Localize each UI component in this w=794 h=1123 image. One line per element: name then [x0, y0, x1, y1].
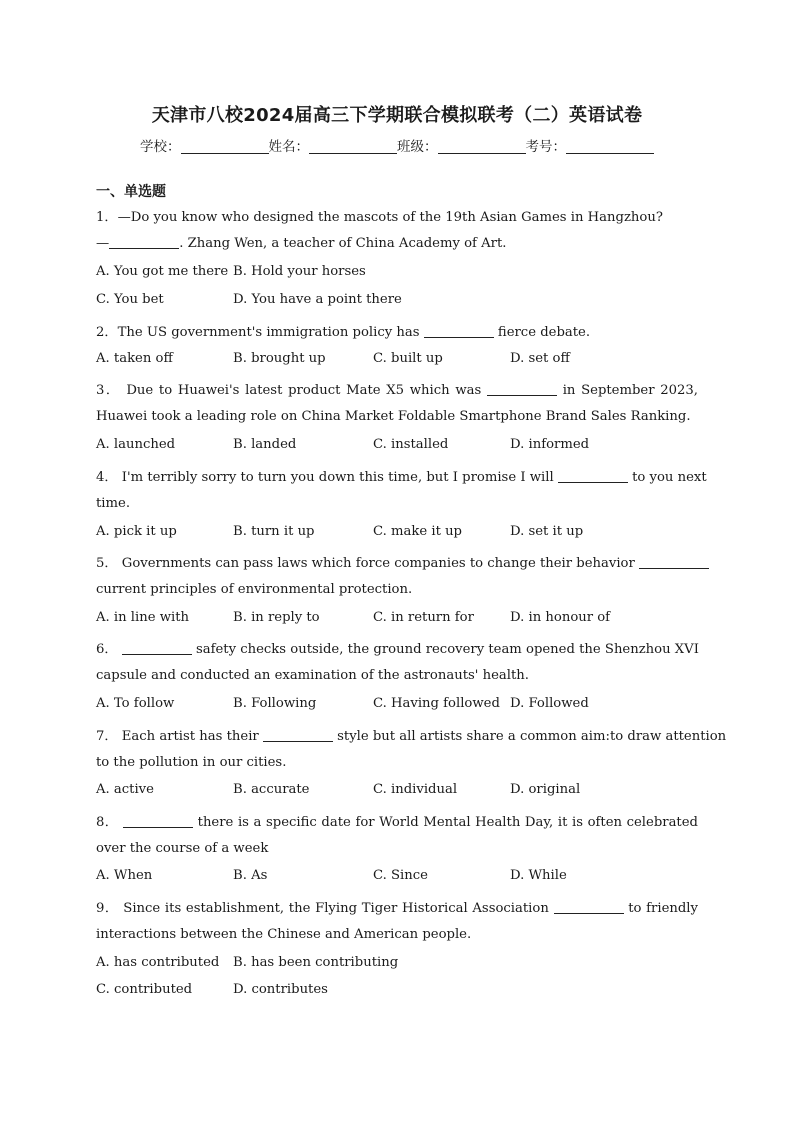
option-c[interactable]: C. You bet [96, 292, 164, 307]
option-b[interactable]: B. has been contributing [233, 955, 399, 970]
question-1-stem-line-1 [96, 206, 698, 225]
option-a[interactable]: A. You got me there [96, 264, 229, 279]
option-c[interactable]: C. Having followed [373, 696, 500, 711]
option-a[interactable]: A. launched [96, 437, 176, 452]
question-6-stem-line-2 [96, 668, 698, 683]
question-text: Governments can pass laws which force companies to change their behavior [121, 556, 635, 571]
question-text: to friendly [628, 901, 698, 916]
question-text: . Zhang Wen, a teacher of China Academy of Art. [179, 236, 507, 251]
question-number: 9． [96, 901, 119, 916]
question-3-stem-line-2 [96, 409, 698, 424]
answer-blank[interactable] [487, 383, 557, 396]
question-number: 8． [96, 815, 119, 830]
option-d[interactable]: D. contributes [233, 982, 328, 997]
option-a[interactable]: A. When [96, 868, 153, 883]
option-c[interactable]: C. make it up [373, 524, 463, 539]
answer-blank[interactable] [558, 470, 628, 483]
question-7-stem-line-2 [96, 755, 698, 770]
question-text: Huawei took a leading role on China Market Foldable Smartphone Brand Sales Ranking. [96, 409, 691, 424]
question-8-stem-line-2 [96, 841, 698, 856]
option-d[interactable]: D. While [510, 868, 567, 883]
section-heading: 一、单选题 [96, 184, 166, 200]
answer-blank[interactable] [263, 729, 333, 742]
option-b[interactable]: B. Hold your horses [233, 264, 366, 279]
class-label: 班级： [397, 139, 438, 155]
name-field [269, 135, 398, 155]
name-label: 姓名： [268, 139, 309, 155]
question-1-stem-line-2 [96, 236, 698, 251]
question-8-stem-line-1 [96, 811, 698, 830]
option-b[interactable]: B. turn it up [233, 524, 315, 539]
question-number: 1． [96, 210, 118, 225]
option-c[interactable]: C. in return for [373, 610, 474, 625]
option-a[interactable]: A. To follow [96, 696, 175, 711]
option-a[interactable]: A. has contributed [96, 955, 220, 970]
answer-blank[interactable] [554, 901, 624, 914]
answer-blank[interactable] [109, 236, 179, 249]
option-c[interactable]: C. built up [373, 351, 443, 366]
option-d[interactable]: D. You have a point there [233, 292, 402, 307]
class-field [397, 135, 526, 155]
question-6-stem-line-1 [96, 638, 698, 657]
option-d[interactable]: D. in honour of [510, 610, 611, 625]
option-a[interactable]: A. pick it up [96, 524, 177, 539]
question-4-stem-line-2 [96, 496, 698, 511]
student-info-row [0, 135, 794, 155]
question-text: — [96, 236, 110, 251]
question-text: current principles of environmental protection. [96, 582, 413, 597]
option-c[interactable]: C. Since [373, 868, 428, 883]
school-field [140, 135, 269, 155]
school-label: 学校： [140, 139, 181, 155]
question-7-stem-line-1 [96, 725, 727, 744]
option-b[interactable]: B. landed [233, 437, 297, 452]
question-text: time. [96, 496, 131, 511]
option-d[interactable]: D. Followed [510, 696, 589, 711]
question-2-stem [96, 321, 698, 340]
question-text: Each artist has their [121, 729, 259, 744]
option-d[interactable]: D. informed [510, 437, 590, 452]
option-d[interactable]: D. set off [510, 351, 570, 366]
question-text: interactions between the Chinese and American people. [96, 927, 472, 942]
question-text: safety checks outside, the ground recovery team opened the Shenzhou XVI [195, 642, 699, 657]
option-d[interactable]: D. set it up [510, 524, 584, 539]
answer-blank[interactable] [123, 815, 193, 828]
name-blank[interactable] [309, 139, 397, 154]
answer-blank[interactable] [639, 556, 709, 569]
question-text: Since its establishment, the Flying Tiger Historical Association [123, 901, 549, 916]
option-b[interactable]: B. As [233, 868, 268, 883]
question-text: fierce debate. [497, 325, 591, 340]
option-b[interactable]: B. Following [233, 696, 317, 711]
option-a[interactable]: A. taken off [96, 351, 173, 366]
question-3-stem-line-1 [96, 379, 698, 398]
question-text: there is a specific date for World Mental Health Day, it is often celebrated [197, 815, 698, 830]
question-5-stem-line-2 [96, 582, 698, 597]
question-number: 4． [96, 470, 118, 485]
question-text: I'm terribly sorry to turn you down this time, but I promise I will [121, 470, 554, 485]
option-b[interactable]: B. brought up [233, 351, 326, 366]
exam-title: 天津市八校2024届高三下学期联合模拟联考（二）英语试卷 [151, 105, 643, 126]
class-blank[interactable] [438, 139, 526, 154]
question-9-stem-line-1 [96, 897, 698, 916]
question-number: 6． [96, 642, 118, 657]
option-c[interactable]: C. contributed [96, 982, 193, 997]
question-number: 5． [96, 556, 118, 571]
exam-number-label: 考号： [525, 139, 566, 155]
question-4-stem-line-1 [96, 466, 707, 485]
question-number: 3． [96, 383, 121, 398]
question-text: to you next [632, 470, 707, 485]
exam-number-field [526, 135, 655, 155]
option-c[interactable]: C. installed [373, 437, 449, 452]
option-a[interactable]: A. active [96, 782, 154, 797]
question-text: over the course of a week [96, 841, 269, 856]
school-blank[interactable] [181, 139, 269, 154]
option-c[interactable]: C. individual [373, 782, 458, 797]
option-b[interactable]: B. in reply to [233, 610, 320, 625]
question-text: Due to Huawei's latest product Mate X5 which was [126, 383, 482, 398]
answer-blank[interactable] [424, 325, 494, 338]
option-b[interactable]: B. accurate [233, 782, 310, 797]
question-text: capsule and conducted an examination of the astronauts' health. [96, 668, 529, 683]
question-number: 7． [96, 729, 118, 744]
question-text: to the pollution in our cities. [96, 755, 287, 770]
question-text: —Do you know who designed the mascots of the 19th Asian Games in Hangzhou? [117, 210, 663, 225]
question-text: in September 2023, [562, 383, 699, 398]
question-9-stem-line-2 [96, 927, 698, 942]
option-a[interactable]: A. in line with [96, 610, 190, 625]
question-5-stem-line-1 [96, 552, 698, 571]
question-text: The US government's immigration policy has [117, 325, 420, 340]
question-text: style but all artists share a common aim:to draw attention [337, 729, 727, 744]
question-number: 2． [96, 325, 118, 340]
exam-number-blank[interactable] [566, 139, 654, 154]
option-d[interactable]: D. original [510, 782, 581, 797]
answer-blank[interactable] [122, 642, 192, 655]
